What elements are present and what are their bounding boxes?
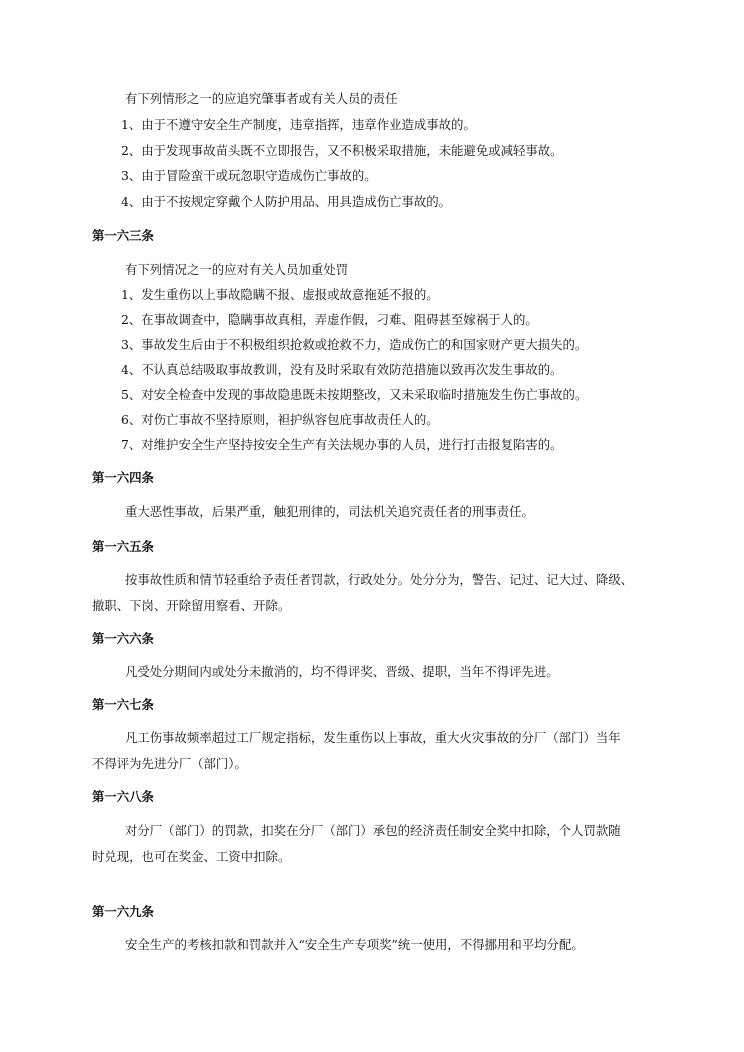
paragraph-line: 凡工伤事故频率超过工厂规定指标，发生重伤以上事故，重大火灾事故的分厂（部门）当年 [125, 730, 621, 745]
section-intro: 有下列情形之一的应追究肇事者或有关人员的责任 [125, 91, 398, 106]
paragraph-line: 不得评为先进分厂（部门）。 [92, 756, 247, 771]
paragraph-line: 凡受处分期间内或处分未撤消的，均不得评奖、晋级、提职，当年不得评先进。 [125, 664, 559, 679]
list-item: 2、由于发现事故苗头既不立即报告，又不积极采取措施，未能避免或减轻事故。 [121, 143, 563, 158]
list-item: 4、由于不按规定穿戴个人防护用品、用具造成伤亡事故的。 [121, 194, 452, 209]
list-item: 1、由于不遵守安全生产制度，违章指挥，违章作业造成事故的。 [121, 117, 476, 132]
section-intro: 有下列情况之一的应对有关人员加重处罚 [125, 262, 349, 277]
list-item: 3、由于冒险蛮干或玩忽职守造成伤亡事故的。 [121, 168, 377, 183]
article-heading: 第一六三条 [92, 228, 154, 243]
paragraph-line: 重大恶性事故，后果严重，触犯刑律的，司法机关追究责任者的刑事责任。 [125, 504, 534, 519]
paragraph-line: 撤职、下岗、开除留用察看、开除。 [92, 598, 291, 613]
article-heading: 第一六七条 [92, 697, 154, 712]
article-heading: 第一六九条 [92, 904, 154, 919]
paragraph-line: 安全生产的考核扣款和罚款并入“安全生产专项奖”统一使用，不得挪用和平均分配。 [125, 937, 584, 952]
list-item: 4、不认真总结吸取事故教训，没有及时采取有效防范措施以致再次发生事故的。 [121, 362, 563, 377]
list-item: 5、对安全检查中发现的事故隐患既未按期整改，又未采取临时措施发生伤亡事故的。 [121, 387, 588, 402]
list-item: 6、对伤亡事故不坚持原则，袒护纵容包庇事故责任人的。 [121, 412, 439, 427]
list-item: 7、对维护安全生产坚持按安全生产有关法规办事的人员，进行打击报复陷害的。 [121, 437, 563, 452]
list-item: 2、在事故调查中，隐瞒事故真相，弄虚作假，刁难、阻碍甚至嫁祸于人的。 [121, 312, 538, 327]
paragraph-line: 时兑现，也可在奖金、工资中扣除。 [92, 849, 291, 864]
article-heading: 第一六八条 [92, 789, 154, 804]
paragraph-line: 按事故性质和情节轻重给予责任者罚款，行政处分。处分分为，警告、记过、记大过、降级、 [125, 572, 634, 587]
list-item: 3、事故发生后由于不积极组织抢救或抢救不力，造成伤亡的和国家财产更大损失的。 [121, 337, 588, 352]
list-item: 1、发生重伤以上事故隐瞒不报、虚报或故意拖延不报的。 [121, 287, 439, 302]
article-heading: 第一六六条 [92, 631, 154, 646]
paragraph-line: 对分厂（部门）的罚款，扣奖在分厂（部门）承包的经济责任制安全奖中扣除，个人罚款随 [125, 823, 621, 838]
article-heading: 第一六四条 [92, 470, 154, 485]
article-heading: 第一六五条 [92, 539, 154, 554]
